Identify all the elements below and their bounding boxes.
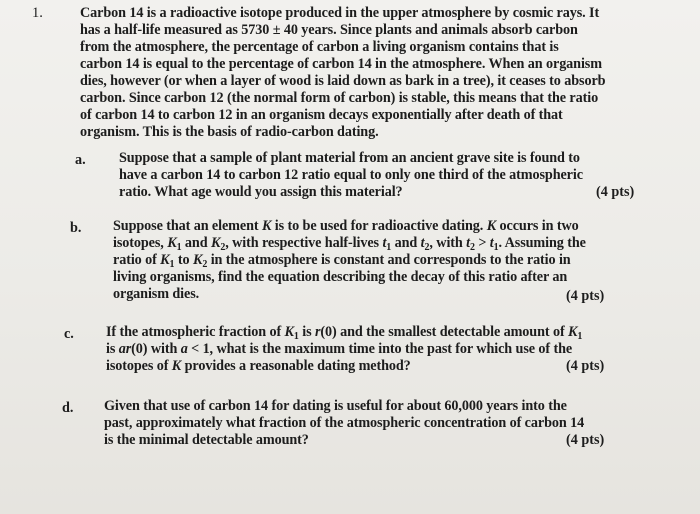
- part-c-label: c.: [64, 326, 74, 342]
- part-a-points: (4 pts): [596, 184, 635, 200]
- part-c-line: is ar(0) with a < 1, what is the maximum time into the past for which use of the: [106, 341, 573, 357]
- part-b-line: organism dies.: [113, 286, 200, 302]
- part-d-line: is the minimal detectable amount?: [104, 432, 309, 448]
- part-c-line: If the atmospheric fraction of $K_1$ is r(0) and the smallest detectable amount of $K_1$: [106, 324, 583, 342]
- part-b-line: Suppose that an element K is to be used for radioactive dating. K occurs in two: [113, 218, 579, 234]
- intro-line: has a half-life measured as 5730 ± 40 years. Since plants and animals absorb carbon: [80, 22, 578, 38]
- part-a-label: a.: [75, 152, 86, 168]
- part-d-line: past, approximately what fraction of the atmospheric concentration of carbon 14: [104, 415, 585, 431]
- intro-line: of carbon 14 to carbon 12 in an organism decays exponentially after death of that: [80, 107, 563, 123]
- part-d-label: d.: [62, 400, 74, 416]
- part-a-line: ratio. What age would you assign this material?: [119, 184, 403, 200]
- problem-number: 1.: [32, 5, 43, 21]
- part-d-line: Given that use of carbon 14 for dating is useful for about 60,000 years into the: [104, 398, 567, 414]
- intro-line: dies, however (or when a layer of wood is laid down as bark in a tree), it ceases to absorb: [80, 73, 606, 89]
- part-b-label: b.: [70, 220, 82, 236]
- intro-line: Carbon 14 is a radioactive isotope produced in the upper atmosphere by cosmic rays. It: [80, 5, 600, 21]
- part-b-line: isotopes, $K_1$ and $K_2$, with respective half-lives $t_1$ and $t_2$, with $t_2 > t_1$. Assuming the: [113, 235, 586, 253]
- part-a-text: [119, 150, 679, 201]
- part-a-line: have a carbon 14 to carbon 12 ratio equal to only one third of the atmospheric: [119, 167, 583, 183]
- part-b-line: living organisms, find the equation describing the decay of this ratio after an: [113, 269, 568, 285]
- part-b-line: ratio of $K_1$ to $K_2$ in the atmosphere is constant and corresponds to the ratio in: [113, 252, 571, 270]
- part-c-points: (4 pts): [566, 358, 605, 374]
- intro-line: from the atmosphere, the percentage of carbon a living organism contains that is: [80, 39, 559, 55]
- part-b-points: (4 pts): [566, 288, 605, 304]
- intro-line: carbon. Since carbon 12 (the normal form of carbon) is stable, this means that the ratio: [80, 90, 599, 106]
- part-d-points: (4 pts): [566, 432, 605, 448]
- problem-intro: [80, 5, 680, 141]
- part-a-line: Suppose that a sample of plant material from an ancient grave site is found to: [119, 150, 580, 166]
- part-c-line: isotopes of K provides a reasonable dating method?: [106, 358, 411, 374]
- intro-line: organism. This is the basis of radio-carbon dating.: [80, 124, 379, 140]
- intro-line: carbon 14 is equal to the percentage of carbon 14 in the atmosphere. When an organism: [80, 56, 602, 72]
